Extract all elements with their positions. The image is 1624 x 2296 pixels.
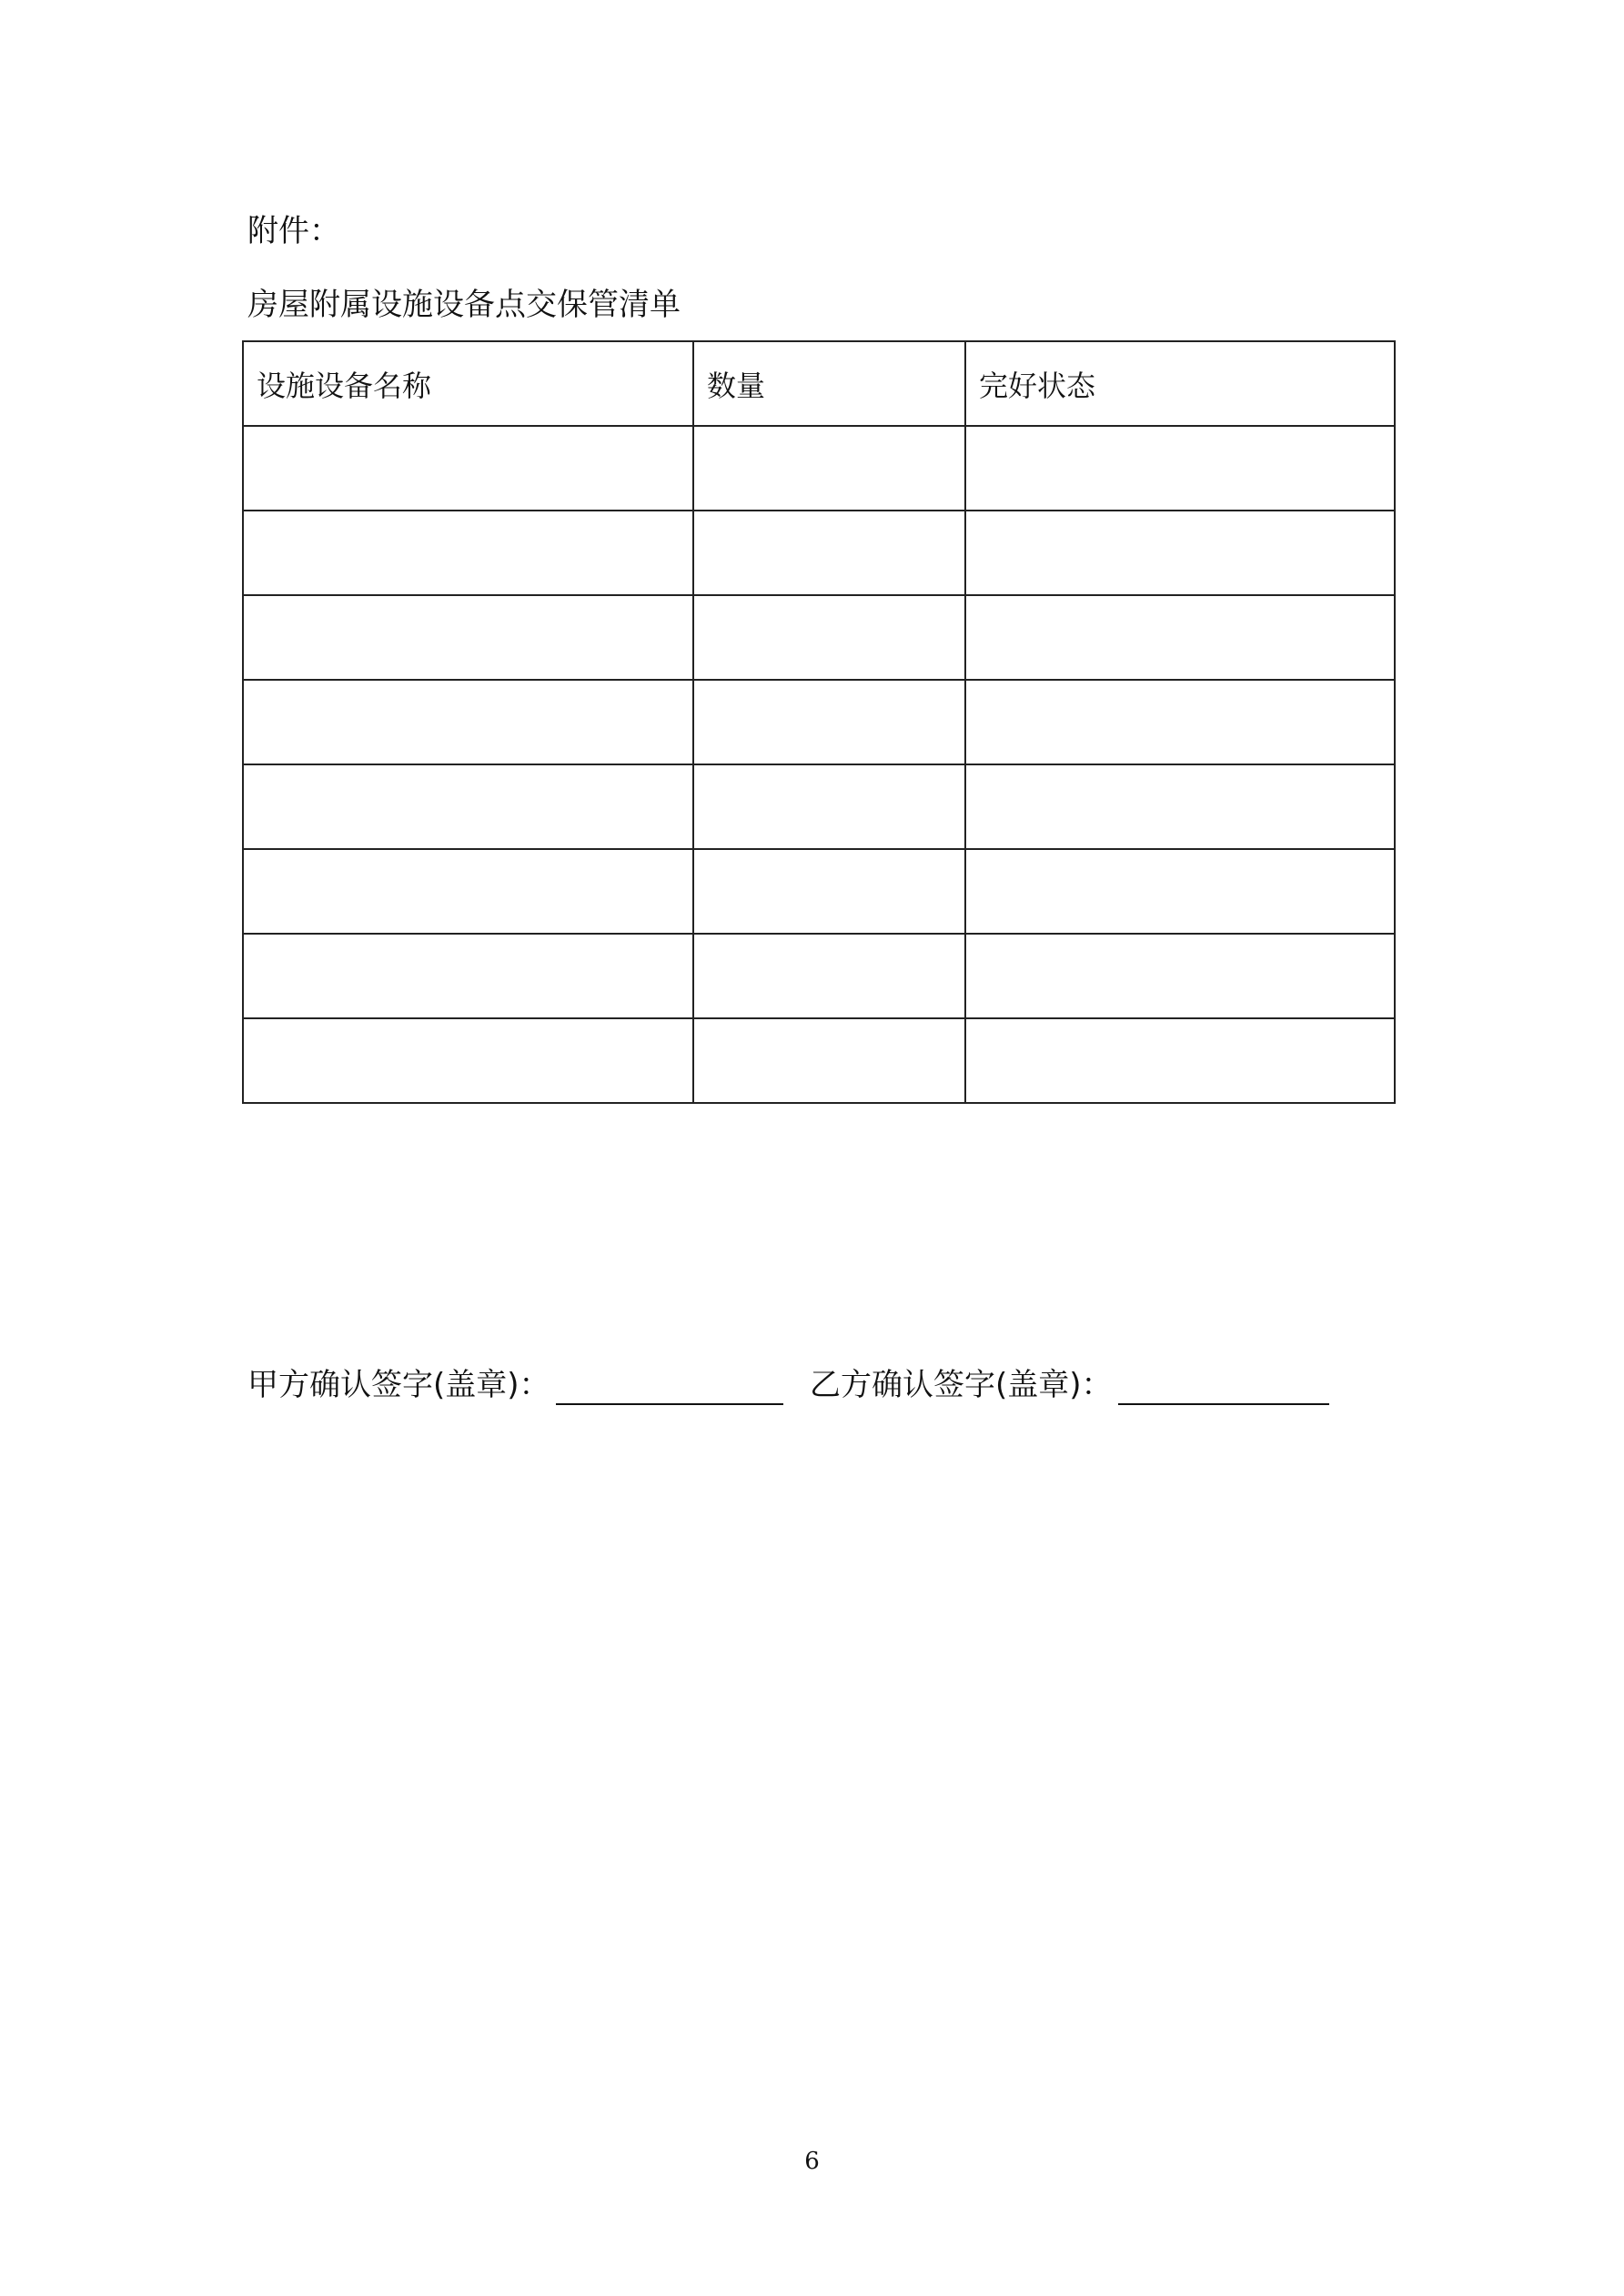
cell-quantity[interactable] — [693, 680, 965, 764]
page-number: 6 — [804, 2148, 820, 2175]
cell-quantity[interactable] — [693, 511, 965, 595]
header-facility-name: 设施设备名称 — [243, 341, 693, 426]
table-row — [243, 1018, 1395, 1103]
party-b-signature — [810, 1365, 1329, 1405]
list-title: 房屋附属设施设备点交保管清单 — [247, 287, 681, 323]
cell-quantity[interactable] — [693, 595, 965, 680]
party-a-signature — [247, 1365, 783, 1405]
cell-facility-name[interactable] — [243, 1018, 693, 1103]
table-row — [243, 849, 1395, 934]
cell-facility-name[interactable] — [243, 426, 693, 511]
cell-condition[interactable] — [965, 764, 1395, 849]
header-quantity: 数量 — [693, 341, 965, 426]
cell-condition[interactable] — [965, 595, 1395, 680]
cell-facility-name[interactable] — [243, 849, 693, 934]
party-a-label: 甲方确认签字(盖章)： — [247, 1367, 550, 1403]
cell-condition[interactable] — [965, 849, 1395, 934]
party-a-signature-line[interactable] — [556, 1371, 783, 1405]
cell-condition[interactable] — [965, 1018, 1395, 1103]
cell-condition[interactable] — [965, 426, 1395, 511]
cell-quantity[interactable] — [693, 1018, 965, 1103]
party-b-signature-line[interactable] — [1118, 1371, 1329, 1405]
party-b-label: 乙方确认签字(盖章)： — [810, 1367, 1113, 1403]
cell-quantity[interactable] — [693, 764, 965, 849]
cell-condition[interactable] — [965, 934, 1395, 1018]
attachment-label: 附件： — [247, 213, 340, 249]
header-condition: 完好状态 — [965, 341, 1395, 426]
inventory-table — [242, 340, 1396, 1104]
table-row — [243, 764, 1395, 849]
table-header-row — [243, 341, 1395, 426]
cell-facility-name[interactable] — [243, 511, 693, 595]
table-row — [243, 934, 1395, 1018]
cell-facility-name[interactable] — [243, 595, 693, 680]
cell-quantity[interactable] — [693, 849, 965, 934]
table-row — [243, 680, 1395, 764]
table-row — [243, 595, 1395, 680]
cell-condition[interactable] — [965, 680, 1395, 764]
cell-quantity[interactable] — [693, 934, 965, 1018]
cell-quantity[interactable] — [693, 426, 965, 511]
table-row — [243, 511, 1395, 595]
cell-facility-name[interactable] — [243, 764, 693, 849]
table-row — [243, 426, 1395, 511]
cell-facility-name[interactable] — [243, 934, 693, 1018]
cell-condition[interactable] — [965, 511, 1395, 595]
cell-facility-name[interactable] — [243, 680, 693, 764]
